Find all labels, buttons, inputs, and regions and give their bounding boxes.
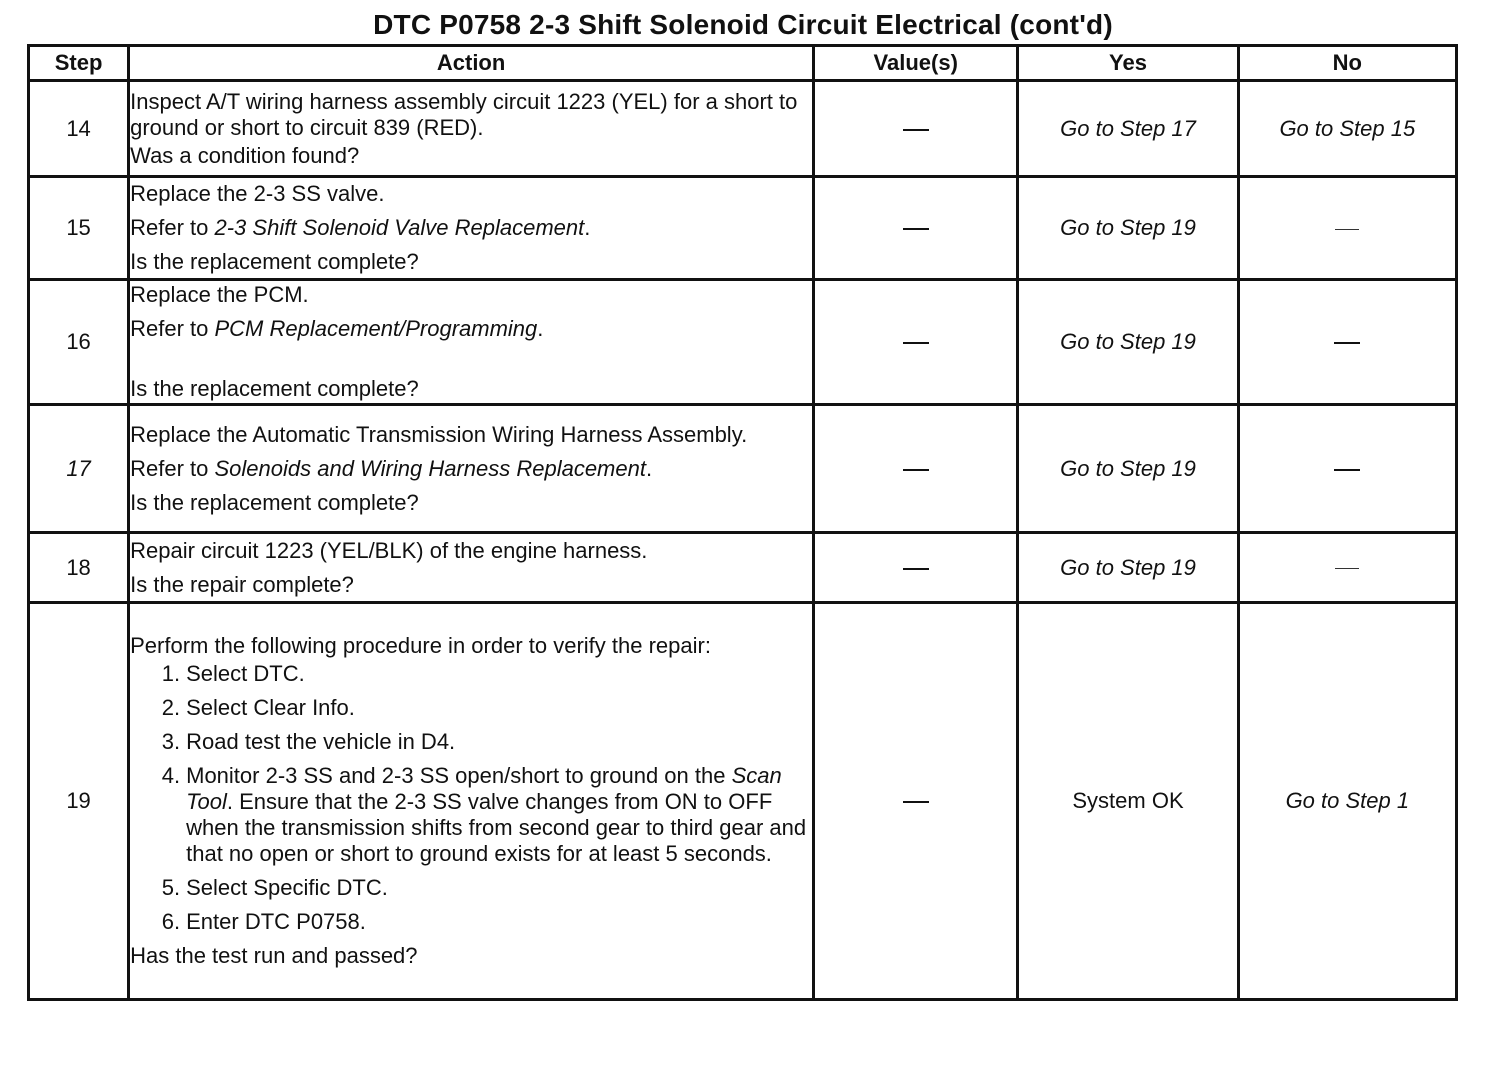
yes-cell <box>1018 81 1238 177</box>
no-link[interactable]: Go to Step 15 <box>1279 115 1416 141</box>
table-row <box>29 405 1457 533</box>
refer-suffix: . <box>645 455 653 481</box>
step-number: 19 <box>29 603 129 1000</box>
action-question: Has the test run and passed? <box>130 943 418 968</box>
refer-link[interactable]: 2-3 Shift Solenoid Valve Replacement <box>214 215 585 240</box>
action-refer <box>130 316 812 342</box>
yes-cell <box>1018 280 1238 405</box>
yes-link[interactable]: Go to Step 19 <box>1060 455 1196 481</box>
table-row <box>29 603 1457 1000</box>
action-text: Replace the Automatic Transmission Wiring Harness Assembly. <box>130 421 748 447</box>
action-cell <box>129 603 814 1000</box>
yes-link[interactable]: Go to Step 19 <box>1060 554 1196 580</box>
procedure-step: 1. Select DTC. <box>161 661 305 686</box>
yes-cell <box>1018 533 1238 603</box>
refer-link[interactable]: PCM Replacement/Programming <box>214 316 538 341</box>
yes-link[interactable]: Go to Step 17 <box>1060 115 1196 141</box>
yes-result: System OK <box>1072 788 1184 813</box>
value-cell <box>814 405 1018 533</box>
table-row <box>29 280 1457 405</box>
em-dash <box>903 228 929 230</box>
refer-link[interactable]: Solenoids and Wiring Harness Replacement <box>214 455 646 481</box>
diagnostic-table <box>27 44 1458 1001</box>
step-number: 14 <box>29 81 129 177</box>
action-question: Was a condition found? <box>130 142 360 168</box>
refer-prefix: Refer to <box>130 215 215 240</box>
refer-suffix: . <box>537 316 544 341</box>
procedure-step: 5. Select Specific DTC. <box>161 875 388 900</box>
header-yes: Yes <box>1018 46 1238 81</box>
spacer <box>130 350 812 376</box>
action-cell <box>129 405 814 533</box>
header-values: Value(s) <box>814 46 1018 81</box>
yes-cell <box>1018 603 1238 1000</box>
procedure-step: 2. Select Clear Info. <box>161 695 355 720</box>
action-text: Replace the PCM. <box>130 282 309 307</box>
value-cell <box>814 533 1018 603</box>
yes-cell <box>1018 405 1238 533</box>
em-dash <box>1335 568 1359 569</box>
em-dash <box>903 801 929 803</box>
action-refer <box>130 215 812 241</box>
no-cell <box>1238 405 1456 533</box>
no-cell <box>1238 603 1456 1000</box>
yes-link[interactable]: Go to Step 19 <box>1060 329 1196 354</box>
action-cell <box>129 280 814 405</box>
no-link[interactable]: Go to Step 1 <box>1285 788 1410 813</box>
step-number: 17 <box>29 405 129 533</box>
value-cell <box>814 177 1018 280</box>
action-text: Inspect A/T wiring harness assembly circuit 1223 (YEL) for a short to ground or short to circuit 839 (RED). <box>130 88 798 140</box>
action-cell <box>129 177 814 280</box>
table-row <box>29 81 1457 177</box>
table-row <box>29 533 1457 603</box>
no-cell <box>1238 533 1456 603</box>
action-text: Replace the 2-3 SS valve. <box>130 181 385 206</box>
table-row <box>29 177 1457 280</box>
value-cell <box>814 603 1018 1000</box>
action-refer <box>130 456 812 482</box>
page-title: DTC P0758 2-3 Shift Solenoid Circuit Electrical (cont'd) <box>373 9 1113 40</box>
scan-tool-ref: Scan Tool <box>186 763 782 814</box>
procedure-step: 3. Road test the vehicle in D4. <box>161 729 456 754</box>
value-cell <box>814 81 1018 177</box>
refer-prefix: Refer to <box>130 455 215 481</box>
no-cell <box>1238 81 1456 177</box>
header-row <box>29 46 1457 81</box>
step-number: 16 <box>29 280 129 405</box>
procedure-list <box>130 661 812 935</box>
action-question: Is the replacement complete? <box>130 376 419 401</box>
yes-link[interactable]: Go to Step 19 <box>1060 215 1196 240</box>
em-dash <box>903 129 929 131</box>
em-dash <box>903 469 929 471</box>
em-dash <box>1334 342 1360 344</box>
no-cell <box>1238 280 1456 405</box>
procedure-step: 4. Monitor 2-3 SS and 2-3 SS open/short to ground on the Scan Tool. Ensure that the 2-3 SS valve changes from ON to OFF when the transmission shifts from second gear to third gear and that no open or short to ground exists for at least 5 seconds. <box>161 763 807 866</box>
refer-prefix: Refer to <box>130 316 215 341</box>
em-dash <box>1334 469 1360 471</box>
value-cell <box>814 280 1018 405</box>
refer-suffix: . <box>584 215 591 240</box>
action-text: Repair circuit 1223 (YEL/BLK) of the engine harness. <box>130 537 648 563</box>
header-step: Step <box>29 46 129 81</box>
action-text: Perform the following procedure in order to verify the repair: <box>130 633 711 658</box>
header-action: Action <box>129 46 814 81</box>
no-cell <box>1238 177 1456 280</box>
action-question: Is the replacement complete? <box>130 249 419 274</box>
action-question: Is the replacement complete? <box>130 489 419 515</box>
step-number: 18 <box>29 533 129 603</box>
em-dash <box>903 342 929 344</box>
action-question: Is the repair complete? <box>130 571 354 597</box>
header-no: No <box>1238 46 1456 81</box>
procedure-step: 6. Enter DTC P0758. <box>161 909 366 934</box>
step-number: 15 <box>29 177 129 280</box>
action-cell <box>129 81 814 177</box>
em-dash <box>903 568 929 570</box>
action-cell <box>129 533 814 603</box>
em-dash <box>1335 229 1359 230</box>
yes-cell <box>1018 177 1238 280</box>
